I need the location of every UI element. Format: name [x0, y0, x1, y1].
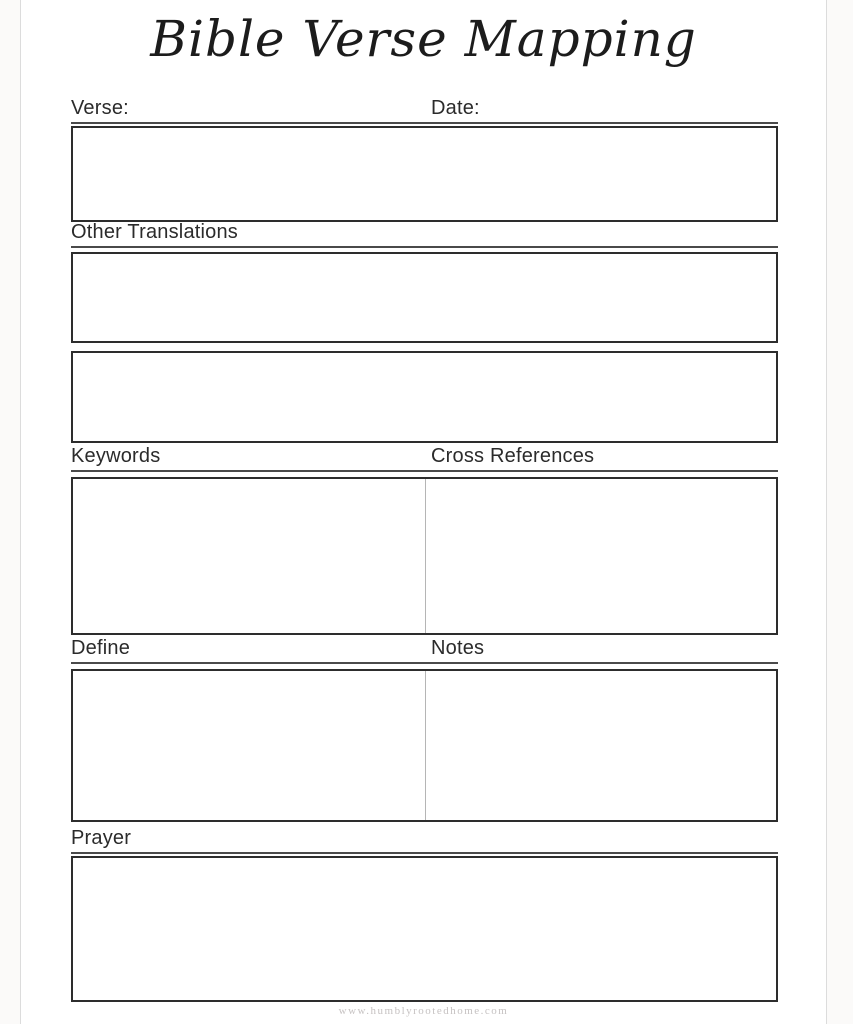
notes-label: Notes [431, 637, 485, 659]
worksheet-page [20, 0, 827, 1024]
verse-date-label-row [71, 98, 778, 124]
prayer-label-row [71, 828, 778, 854]
other-translations-label: Other Translations [71, 221, 239, 243]
keywords-crossref-writing-box [71, 477, 778, 635]
other-translations-label-row [71, 222, 778, 248]
verse-label: Verse: [71, 97, 129, 119]
page-title: Bible Verse Mapping [150, 10, 697, 68]
keywords-crossref-label-row [71, 446, 778, 472]
keywords-label: Keywords [71, 445, 161, 467]
other-translations-writing-box [71, 252, 778, 343]
extra-translations-writing-box [71, 351, 778, 443]
website-footer: www.humblyrootedhome.com [338, 1005, 509, 1017]
prayer-writing-box [71, 856, 778, 1002]
define-label: Define [71, 637, 131, 659]
verse-writing-box [71, 126, 778, 222]
prayer-label: Prayer [71, 827, 132, 849]
column-divider-line [425, 479, 426, 633]
define-notes-writing-box [71, 669, 778, 822]
column-divider-line [425, 671, 426, 820]
define-notes-label-row [71, 638, 778, 664]
date-label: Date: [431, 97, 480, 119]
cross-references-label: Cross References [431, 445, 595, 467]
